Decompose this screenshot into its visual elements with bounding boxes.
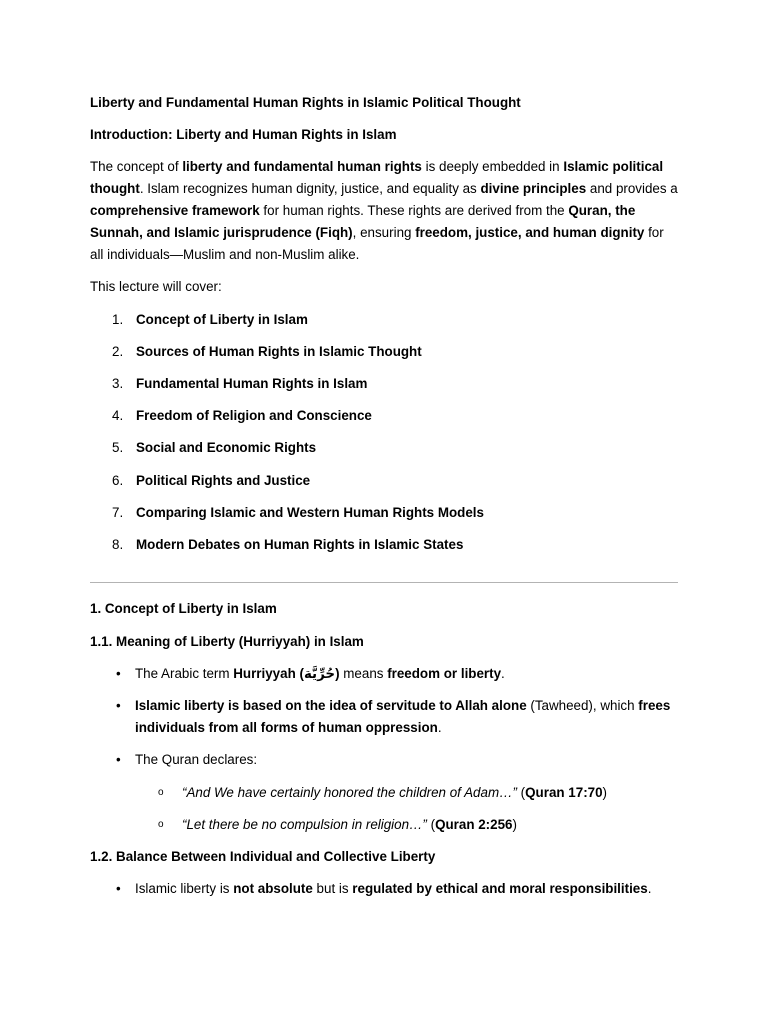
subsection-1-2-heading: 1.2. Balance Between Individual and Collective Liberty	[90, 849, 436, 864]
topic-item: 6. Political Rights and Justice	[112, 473, 311, 488]
circle-bullet-icon: o	[158, 819, 164, 830]
horizontal-divider	[90, 582, 678, 583]
bullet-item: • Islamic liberty is not absolute but is regulated by ethical and moral responsibilities.	[135, 878, 675, 900]
topic-item: 3. Fundamental Human Rights in Islam	[112, 376, 368, 391]
intro-heading: Introduction: Liberty and Human Rights in Islam	[90, 127, 397, 142]
bullet-item: • The Quran declares:	[135, 749, 675, 771]
cover-intro: This lecture will cover:	[90, 279, 222, 294]
bullet-icon: •	[116, 698, 121, 713]
bullet-item: • Islamic liberty is based on the idea of servitude to Allah alone (Tawheed), which frees individuals from all forms of human oppression.	[135, 695, 675, 739]
bullet-icon: •	[116, 752, 121, 767]
topic-item: 2. Sources of Human Rights in Islamic Thought	[112, 344, 422, 359]
bullet-item: • The Arabic term Hurriyyah (حُرِّيَّة) means freedom or liberty.	[135, 663, 675, 685]
intro-paragraph: The concept of liberty and fundamental human rights is deeply embedded in Islamic political thought. Islam recognizes human dignity, justice, and equality as divine principles and provides a comprehensive framework for human rights. These rights are derived from the Quran, the Sunnah, and Islamic jurisprudence (Fiqh), ensuring freedom, justice, and human dignity for all individuals—Muslim and non-Muslim alike.	[90, 159, 678, 262]
bullet-icon: •	[116, 881, 121, 896]
topic-item: 4. Freedom of Religion and Conscience	[112, 408, 372, 423]
topic-item: 5. Social and Economic Rights	[112, 440, 317, 455]
circle-bullet-icon: o	[158, 787, 164, 798]
quote-item: o “And We have certainly honored the children of Adam…” (Quran 17:70)	[182, 782, 682, 804]
topic-item: 7. Comparing Islamic and Western Human Rights Models	[112, 505, 484, 520]
bullet-icon: •	[116, 666, 121, 681]
quote-item: o “Let there be no compulsion in religion…” (Quran 2:256)	[182, 814, 682, 836]
topic-item: 1. Concept of Liberty in Islam	[112, 312, 308, 327]
section1-heading: 1. Concept of Liberty in Islam	[90, 601, 277, 616]
subsection-1-1-heading: 1.1. Meaning of Liberty (Hurriyyah) in Islam	[90, 634, 364, 649]
document-title: Liberty and Fundamental Human Rights in Islamic Political Thought	[90, 95, 521, 110]
topic-item: 8. Modern Debates on Human Rights in Islamic States	[112, 537, 464, 552]
